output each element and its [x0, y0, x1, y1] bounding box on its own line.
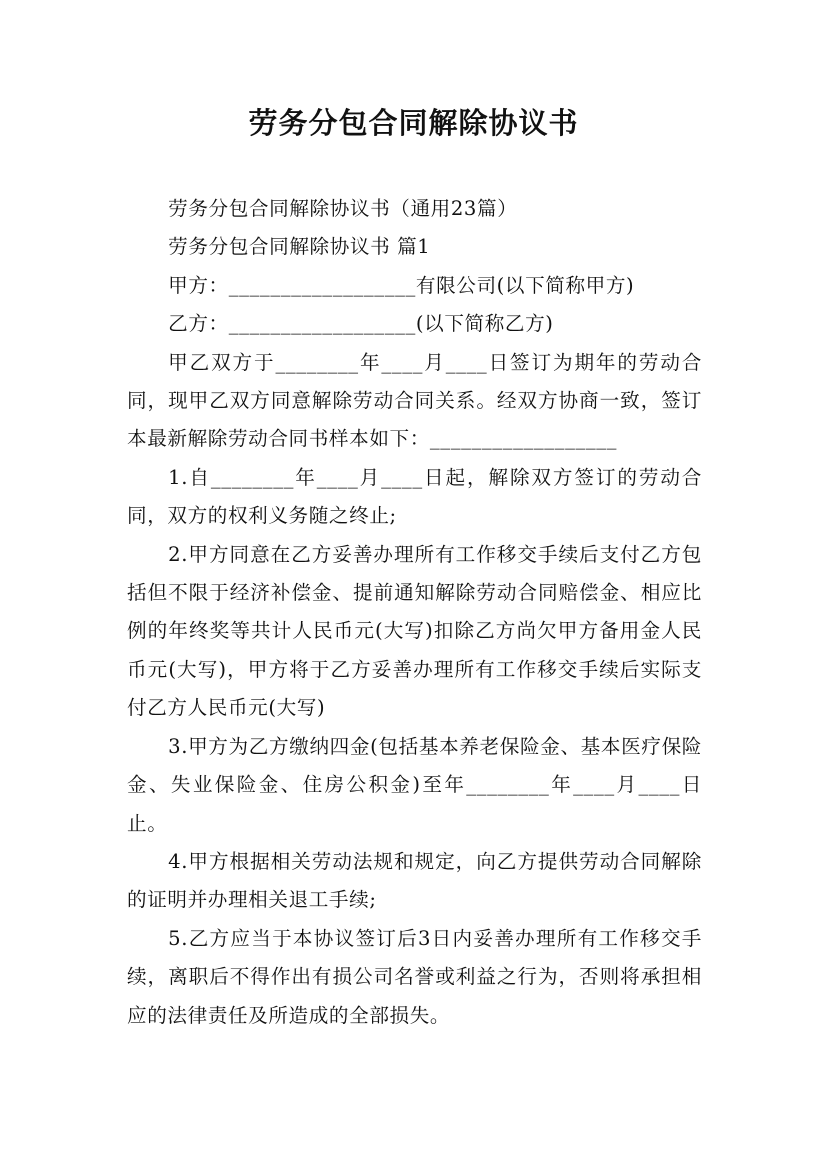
clause-1: 1.自________年____月____日起，解除双方签订的劳动合同，双方的权利义务随之终止;: [127, 465, 702, 528]
party-a-line: 甲方：__________________有限公司(以下简称甲方): [168, 273, 635, 297]
intro-paragraph: 甲乙双方于________年____月____日签订为期年的劳动合同，现甲乙双方同意解除劳动合同关系。经双方协商一致，签订本最新解除劳动合同书样本如下：__________________: [127, 350, 702, 451]
article-heading: 劳务分包合同解除协议书 篇1: [168, 235, 431, 259]
document-body: [127, 190, 702, 1035]
document-title: 劳务分包合同解除协议书: [248, 106, 579, 140]
collection-heading: 劳务分包合同解除协议书（通用23篇）: [168, 197, 518, 220]
clause-4: 4.甲方根据相关劳动法规和规定，向乙方提供劳动合同解除的证明并办理相关退工手续;: [127, 849, 702, 912]
clause-3: 3.甲方为乙方缴纳四金(包括基本养老保险金、基本医疗保险金、失业保险金、住房公积金)至年________年____月____日止。: [127, 734, 702, 835]
party-b-line: 乙方：__________________(以下简称乙方): [168, 312, 554, 336]
clause-2: 2.甲方同意在乙方妥善办理所有工作移交手续后支付乙方包括但不限于经济补偿金、提前通知解除劳动合同赔偿金、相应比例的年终奖等共计人民币元(大写)扣除乙方尚欠甲方备用金人民币元(大写)，甲方将于乙方妥善办理所有工作移交手续后实际支付乙方人民币元(大写): [127, 542, 702, 720]
clause-5: 5.乙方应当于本协议签订后3日内妥善办理所有工作移交手续，离职后不得作出有损公司名誉或利益之行为，否则将承担相应的法律责任及所造成的全部损失。: [127, 926, 702, 1027]
